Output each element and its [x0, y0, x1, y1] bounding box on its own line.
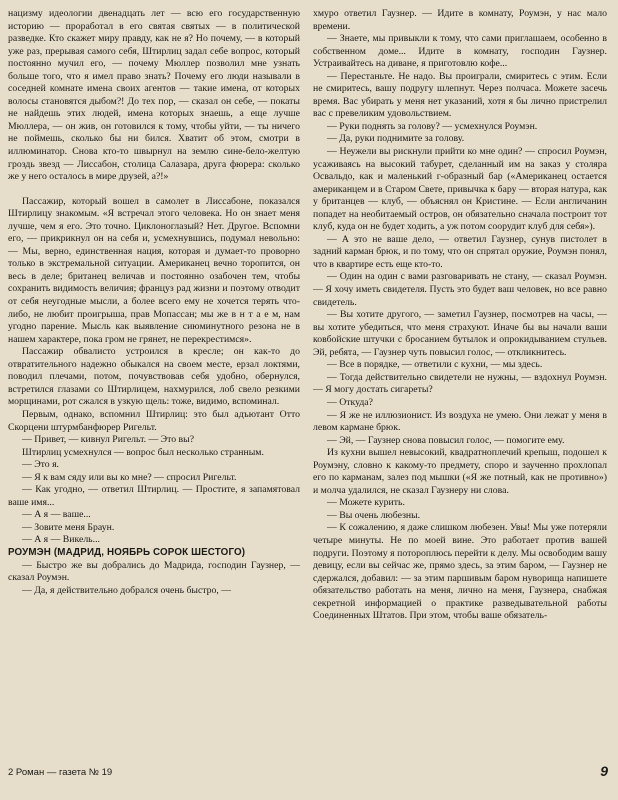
left-column: [8, 8, 300, 597]
paragraph: — Да, я действительно добрался очень быстро, —: [22, 584, 232, 596]
paragraph: — Зовите меня Браун.: [22, 521, 115, 533]
paragraph: — А это не ваше дело, — ответил Гаузнер, сунув пистолет в задний карман брюк, и по тому, что он спрятал оружие, Роумэн понял, что в квартире есть еще кто-то.: [313, 233, 607, 270]
paragraph: — Быстро же вы добрались до Мадрида, господин Гаузнер, — сказал Роумэн.: [8, 559, 300, 584]
page-number: 9: [600, 763, 608, 779]
paragraph: — Руки поднять за голову? — усмехнулся Роумэн.: [327, 120, 538, 132]
paragraph: — Это я.: [22, 459, 59, 471]
paragraph: — К сожалению, я даже слишком любезен. Увы! Мы уже потеряли четыре минуты. Не по моей вине. Это работает против вашей подруги. Поэтому я потороплюсь перейти к делу. Мы освободим вашу девицу, если вы сейчас же, прямо здесь, за этим баром, — Гаузнер не сдержался, добавил: — за этим паршивым баром нуворища напишете обязательство работать на меня, лично на меня, Гаузнера, снабжая секретной информацией о практике разведывательной работы Соединенных Штатов. При этом, чтобы ваше обязатель-: [313, 522, 607, 622]
paragraph: — Как угодно, — ответил Штирлиц. — Простите, я запамятовал ваше имя...: [8, 484, 300, 508]
paragraph: — Эй, — Гаузнер снова повысил голос, — помогите ему.: [327, 434, 565, 446]
right-column: [313, 8, 607, 623]
paragraph: — Один на один с вами разговаривать не стану, — сказал Роумэн. — Я хочу иметь свидетеля. Пусть это будет ваш человек, но все равно свидетель.: [313, 271, 607, 308]
paragraph: — Привет, — кивнул Ригельт. — Это вы?: [22, 434, 195, 446]
paragraph: Из кухни вышел невысокий, квадратноплечий крепыш, подошел к Роумэну, словно к какому-то предмету, споро и заученно прохлопал его по карманам, залез под мышки («Я же потный, как не противно») и молча удалился, не сказал Гаузнеру ни слова.: [313, 447, 607, 496]
paragraph: — Неужели вы рискнули прийти ко мне один? — спросил Роумэн, усаживаясь на высокий табурет, сделанный им на заказ у столяра Освальдо, как и маленький г-образный бар («Американец остается американцем и в Старом Свете, привычка к бару — вторая натура, как у британцев — клуб, — объяснял он Кристине. — Если англичанин попадет на необитаемый остров, он обязательно сначала построит тот клуб, куда он не будет ходить, а уж потом соорудит клуб для себя»).: [313, 146, 607, 233]
paragraph: — А я — Викель...: [22, 534, 100, 546]
paragraph: — Да, руки поднимите за голову.: [327, 133, 465, 145]
paragraph: — Перестаньте. Не надо. Вы проиграли, смиритесь с этим. Если не смиритесь, вашу подругу шлепнут. Через полчаса. Можете засечь время. Вас убирать у меня нет указаний, хотя я бы лично пристрелил вас с превеликим удовольствием.: [313, 70, 607, 120]
paragraph: — А я — ваше...: [22, 509, 91, 521]
paragraph: Пассажир, который вошел в самолет в Лиссабоне, показался Штирлицу знакомым. «Я встречал этого человека. Но он знает меня лучше, чем я его. Это точно. Циклоноглазый? Нет. Другое. Вспомни его, — прикрикнул он на себя и, усмехнувшись, подумал невольно: — Мы, верно, единственная нация, которая и думает-то проворно только в экстремальной ситуации. Американец вечно торопится, он весь в деле; британец величав и постоянно озабочен тем, чтобы сохранить видимость величия; француз рад жизни и поэтому отводит от себя неугодные мысли, а более всего ему не хочется терять что-либо, не любит проигрыша, прав Мопассан; мы же в н т а е м, нам угодно парение. Мысль как выявление сиюминутного резона не в нашем характере, пока гром не грянет, не перекрестимся».: [8, 195, 300, 345]
section-heading: РОУМЭН (МАДРИД, НОЯБРЬ СОРОК ШЕСТОГО): [8, 546, 246, 558]
paragraph: нацизму идеологии двенадцать лет — всю его государственную историю — проработал в его святая святых — в политической разведке. Кто скажет миру правду, как не я? Но почему, — в который уже раз, прерывая самого себя, Штирлиц задал себе вопрос, который постоянно мучил его, — почему Мюллер позволил мне узнать больше того, что я имел право знать? Почему его люди называли в соседней комнате имена своих агентов — такие имена, от которых волосы становятся дыбом?! До тех пор, — сказал он себе, — покаты не найдешь этих людей, имена которых знаешь, а еще лучше Мюллера, — он жив, он готовился к тому, чтобы уйти, — ты ничего не поймешь, сколько бы ни бился. Хватит об этом, смотри в иллюминатор. Снова кто-то швырнул на землю сине-бело-желтую гроздь звезд — Лиссабон, столица Салазара, друга фюрера: сколько же у него осталось в мире друзей, а?!»: [8, 8, 300, 183]
paragraph: — Тогда действительно свидетели не нужны, — вздохнул Роумэн. — Я могу достать сигареты?: [313, 371, 607, 396]
paragraph: — Я к вам сяду или вы ко мне? — спросил Ригельт.: [22, 471, 237, 483]
paragraph: Первым, однако, вспомнил Штирлиц: это был адъютант Отто Скорцени штурмбанфюрер Ригельт.: [8, 408, 300, 433]
paragraph: Пассажир обвалисто устроился в кресле; он как-то до отвратительного надежно обыкался на своем месте, ерзал локтями, поводил плечами, потом, почувствовав себя удобно, обернулся, встретился глазами со Штирлицем, нахмурился, лоб свело резкими морщинами, рот сжался в узкую щель: тоже, видимо, вспоминал.: [8, 346, 300, 408]
page-footer: [8, 765, 608, 785]
paragraph: — Откуда?: [327, 396, 373, 408]
paragraph: — Можете курить.: [327, 497, 405, 509]
paragraph: — Я же не иллюзионист. Из воздуха не умею. Они лежат у меня в левом кармане брюк.: [313, 409, 607, 434]
paragraph: — Вы очень любезны.: [327, 509, 421, 521]
paragraph: — Все в порядке, — ответили с кухни, — мы здесь.: [327, 359, 543, 371]
paragraph: — Знаете, мы привыкли к тому, что сами приглашаем, особенно в собственном доме... Идите в комнату, господин Гаузнер. Устраивайтесь на диване, я приготовлю кофе...: [313, 33, 607, 70]
paragraph: Штирлиц усмехнулся — вопрос был несколько странным.: [22, 446, 264, 458]
paragraph: — Вы хотите другого, — заметил Гаузнер, посмотрев на часы, — вы хотите убедиться, что меня страхуют. Иначе бы вы начали ваши ковбойские штучки с бросанием бутылок и опрокидыванием стульев. Эй, ребята, — Гаузнер чуть повысил голос, — откликнитесь.: [313, 309, 607, 358]
footer-publication: 2 Роман — газета № 19: [8, 767, 113, 778]
paragraph: хмуро ответил Гаузнер. — Идите в комнату, Роумэн, у нас мало времени.: [313, 8, 607, 32]
